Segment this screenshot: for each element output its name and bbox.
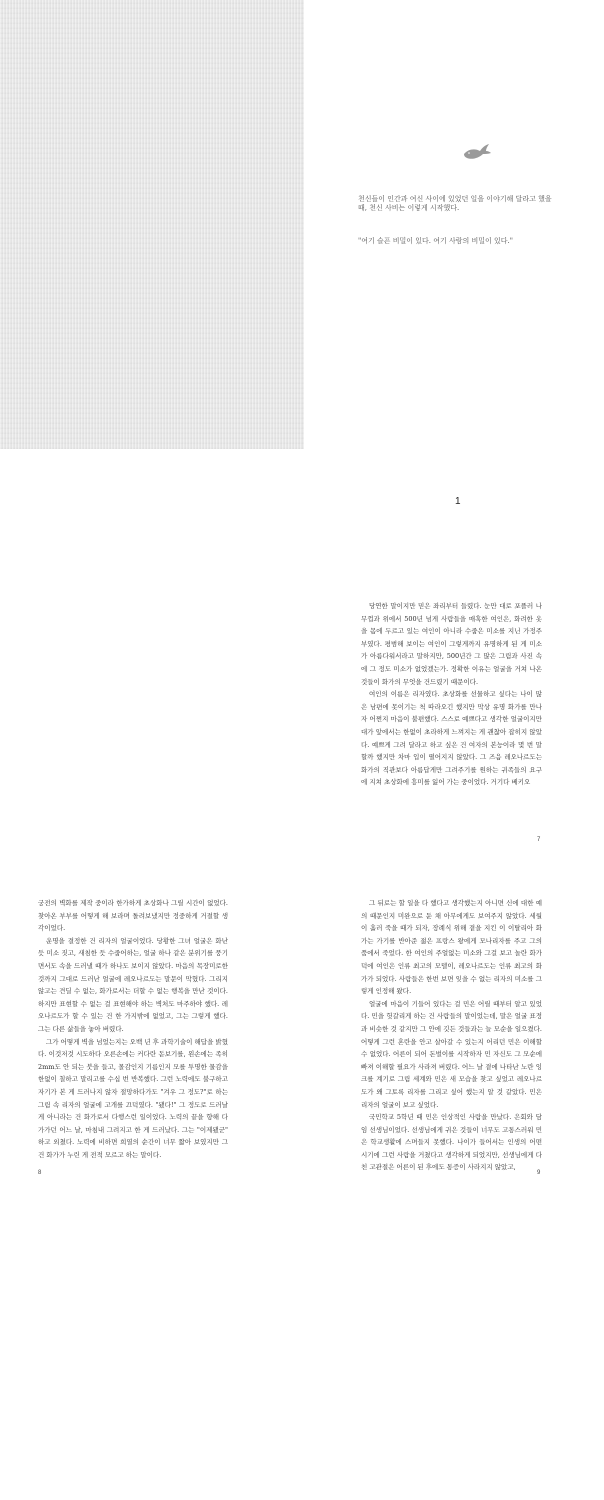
whale-icon (462, 140, 492, 162)
page-8-text (38, 897, 228, 1161)
page-number-8: 8 (38, 1170, 42, 1176)
paragraph: 그 뒤로는 할 일을 다 했다고 생각했는지 아니면 신에 대한 예의 때문인지 미완으로 둔 채 아무에게도 보여주지 않았다. 세월이 흘러 죽을 때가 되자, 장례식 위해 곁을 지킨 이 이탈리아 화가는 가기를 반아준 젊은 프랑스 왕에게 모나리자를 주고 그의 품에서 죽었다. 한 여인의 주얼없는 미소와 그걸 보고 놀란 화가 덕에 여인은 인류 최고의 모델이, 레오나르도는 인류 최고의 화가가 되었다. 사람들은 한번 보면 잊을 수 없는 리자의 미소를 그렇게 인정해 왔다. (361, 899, 542, 996)
page-7-text (361, 600, 542, 789)
chapter-number: 1 (455, 496, 461, 507)
epigraph-line1: 천신들이 인간과 여신 사이에 있었던 일을 이야기해 달라고 했을 때, 천신 사비는 이렇게 시작했다. (358, 195, 552, 212)
texture-panel (0, 0, 304, 449)
page-number-9: 9 (537, 1170, 541, 1176)
paragraph: 운명을 결정한 건 리자의 얼굴이었다. 당황한 그녀 얼굴은 화난 듯 미소 짓고, 새침한 듯 수줍어하는, 얼굴 하나 같은 분위기를 풍기면서도 속을 드러낼 때가 하나도 보이지 않았다. 마음의 목장미로한 것까지 그대로 드러난 얼굴에 레오나르도는 말문이 막혔다. 그리지 않고는 견딜 수 없는, 화가로서는 더할 수 없는 행복을 만난 것이다. 하지만 표현할 수 없는 걸 표현해야 하는 벽처도 마주하야 했다. 레오나르도가 할 수 있는 건 한 가지밖에 없었고, 그는 그렇게 했다. 그는 다른 삶들을 놓아 버렸다. (38, 936, 228, 1033)
paragraph: 당연한 말이지만 믿은 좌리부터 들렸다. 눈만 대로 포플러 나무껍과 위에서 500년 넘게 사람들을 매혹한 여인은, 화려한 옷을 몸에 두르고 있는 여인이 아니라 수줍은 미소를 지닌 가정주부였다. 평범해 보이는 여인이 그렇게까지 유명하게 된 게 미소가 아름다워서라고 말하지만, 500년간 그 많은 그림과 사진 속에 그 정도 미소가 없었겠는가. 정확한 이유는 얼굴을 거쳐 나온 것들이 화가의 무엇을 건드렸기 때문이다. (361, 602, 542, 686)
paragraph: 여인의 이름은 리자였다. 초상화를 선물하고 싶다는 나이 많은 남편에 못이기는 척 따라오긴 했지만 막상 유명 화가를 만나자 어쩐지 마음이 불편했다. 스스로 예쁘다고 생각한 얼굴이지만 대가 앞에서는 한없이 초라하게 느껴지는 게 괜찮아 잡히지 않았다. 예쁘게 그려 달라고 하고 싶은 건 여자의 본능이라 몇 번 말할까 했지만 차마 입이 떨어지지 않았다. 그 즈음 레오나르도는 화가의 직관보다 아름답게만 그려주기를 원하는 귀족들의 요구에 지쳐 초상화에 흥미를 잃어 가는 중이었다. 거기다 베키오 (361, 690, 542, 787)
epigraph-quote-block (358, 237, 558, 246)
page-number-7: 7 (537, 837, 541, 843)
paragraph: 얼굴에 마음이 기들어 있다는 걸 민은 어릴 때부터 알고 있었다. 민을 헛갈리게 하는 건 사람들의 말이었는데, 말은 얼굴 표정과 비슷한 것 같지만 그 안에 깃든 것들과는 늘 모순을 일으켰다. 어떻게 그런 혼란을 안고 살아갈 수 있는지 어리던 민은 이해할 수 없었다. 어른이 되어 돈벌이를 시작하자 민 자신도 그 모순에 빠져 이해할 필요가 사라져 버렸다. 어느 날 곁에 나타난 노란 잉크를 계기로 그림 세계와 민은 새 모습을 찾고 싶었고 레오나르도가 왜 그토록 리자를 그리고 싶어 했는지 알 것 같았다. 민은 리자의 얼굴이 보고 싶었다. (361, 999, 542, 1109)
paragraph: 그가 어떻게 벽을 넘었는지는 오백 년 후 과학기술이 해답을 밝혔다. 이것저것 시도하다 오른손에는 커다란 돋보기를, 왼손에는 족히 2mm도 안 되는 붓을 들고, 몰감인지 기름인지 모를 투명한 물감을 한없이 칠하고 말리고를 수십 번 반복했다. 그런 노력에도 불구하고 자기가 본 게 드러나지 않자 절망하다가도 "겨우 그 정도?"로 하는 그림 속 리자의 얼굴에 고개를 끄덕였다. "됐다!" 그 정도로 드러날 게 아니라는 건 화가로서 다행스런 일이었다. 노력의 끝을 향해 다가가던 어느 날, 마침내 그려지고 한 게 드러났다. 그는 "이제됐군" 하고 외쳤다. 노력에 비하면 희열의 순간이 너무 짧아 보였지만 그건 화가가 누린 게 전적 모르고 하는 말이다. (38, 1037, 228, 1159)
page-9-text (361, 897, 542, 1174)
epigraph-quote: "여기 슬픈 비밀이 있다. 여기 사람의 비밀이 있다." (358, 237, 513, 245)
epigraph (358, 195, 558, 213)
paragraph: 국민학교 5학년 때 민은 인상적인 사람을 만났다. 은회와 담임 선생님이었다. 선생님에게 귀은 것들이 너무도 고통스러워 민은 학교생활에 스며들지 못했다. 나이가 들어서는 인생의 어떤 시기에 그런 사람을 거쳤다고 생각하게 되었지만, 선생님에게 다친 고관절은 어른이 된 후에도 통증이 사라지지 않았고, (361, 1113, 542, 1172)
paragraph: 궁전의 벽화를 제작 중이라 한가하게 초상화나 그릴 시간이 없었다. 찾아온 부부를 어떻게 해 보라며 돌려보냈지만 정중하게 거절할 생각이었다. (38, 899, 228, 933)
